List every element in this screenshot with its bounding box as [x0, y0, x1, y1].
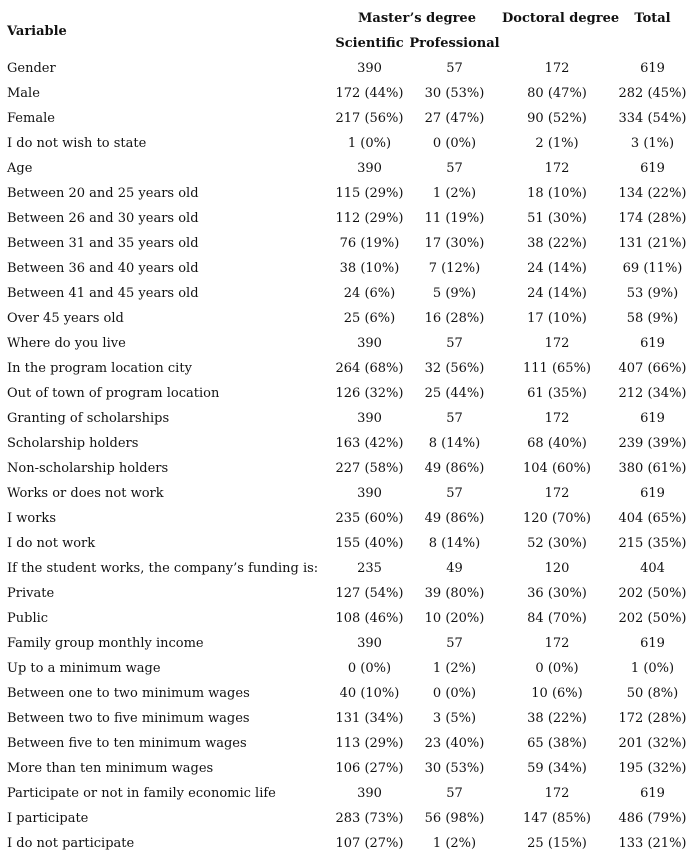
cell-total: 404: [640, 561, 665, 576]
cell-doctoral: 38 (22%): [527, 236, 587, 251]
cell-professional: 0 (0%): [432, 686, 477, 701]
cell-total: 215 (35%): [618, 536, 687, 551]
table-row: [7, 556, 693, 581]
table-row: [7, 581, 693, 606]
cell-variable: Scholarship holders: [7, 436, 139, 451]
cell-professional: 49 (86%): [424, 461, 485, 476]
table-row: [7, 206, 693, 231]
cell-variable: Works or does not work: [7, 486, 164, 501]
cell-variable: Public: [7, 611, 49, 626]
table-row: [7, 331, 693, 356]
table-row: [7, 631, 693, 656]
cell-scientific: 172 (44%): [335, 86, 404, 101]
cell-total: 172 (28%): [618, 711, 687, 726]
cell-total: 134 (22%): [618, 186, 687, 201]
cell-total: 69 (11%): [622, 261, 683, 276]
cell-variable: Between 20 and 25 years old: [7, 186, 199, 201]
table-row: [7, 356, 693, 381]
cell-variable: Where do you live: [7, 336, 126, 351]
header-variable: Variable: [7, 23, 67, 39]
cell-doctoral: 65 (38%): [527, 736, 587, 751]
cell-doctoral: 120 (70%): [523, 511, 591, 526]
cell-professional: 27 (47%): [424, 111, 485, 126]
cell-variable: Age: [7, 161, 33, 176]
cell-total: 282 (45%): [618, 86, 687, 101]
cell-scientific: 127 (54%): [335, 586, 404, 601]
table-row: [7, 56, 693, 81]
cell-variable: Female: [7, 111, 55, 126]
cell-variable: Out of town of program location: [7, 386, 220, 401]
cell-scientific: 264 (68%): [335, 361, 404, 376]
cell-doctoral: 59 (34%): [527, 761, 587, 776]
cell-total: 619: [640, 61, 665, 76]
cell-scientific: 235 (60%): [335, 511, 404, 526]
cell-scientific: 390: [357, 161, 382, 176]
cell-professional: 57: [446, 61, 463, 76]
cell-professional: 10 (20%): [424, 611, 485, 626]
cell-doctoral: 51 (30%): [527, 211, 587, 226]
cell-variable: Up to a minimum wage: [7, 661, 161, 676]
cell-total: 407 (66%): [618, 361, 687, 376]
cell-doctoral: 24 (14%): [527, 261, 587, 276]
cell-variable: In the program location city: [7, 361, 192, 376]
table-row: [7, 781, 693, 806]
cell-scientific: 390: [357, 61, 382, 76]
cell-total: 212 (34%): [618, 386, 687, 401]
cell-scientific: 1 (0%): [347, 136, 392, 151]
header-total: Total: [634, 10, 671, 26]
cell-total: 50 (8%): [626, 686, 679, 701]
cell-professional: 30 (53%): [424, 761, 485, 776]
cell-doctoral: 120: [544, 561, 570, 576]
table-row: [7, 531, 693, 556]
cell-variable: Male: [7, 86, 40, 101]
cell-scientific: 131 (34%): [335, 711, 404, 726]
cell-professional: 8 (14%): [428, 436, 481, 451]
cell-professional: 32 (56%): [424, 361, 485, 376]
cell-professional: 56 (98%): [424, 811, 485, 826]
cell-professional: 16 (28%): [424, 311, 485, 326]
cell-doctoral: 80 (47%): [527, 86, 587, 101]
table-row: [7, 456, 693, 481]
cell-total: 404 (65%): [618, 511, 687, 526]
cell-variable: Private: [7, 586, 55, 601]
table-row: [7, 381, 693, 406]
cell-scientific: 107 (27%): [335, 836, 404, 851]
cell-professional: 39 (80%): [424, 586, 485, 601]
cell-variable: Between 41 and 45 years old: [7, 286, 199, 301]
cell-scientific: 76 (19%): [339, 236, 400, 251]
cell-variable: I participate: [7, 811, 89, 826]
cell-total: 202 (50%): [618, 586, 687, 601]
cell-doctoral: 24 (14%): [527, 286, 587, 301]
header-scientific: Scientific: [335, 35, 404, 51]
cell-total: 195 (32%): [618, 761, 687, 776]
cell-scientific: 390: [357, 636, 382, 651]
cell-total: 334 (54%): [618, 111, 687, 126]
cell-scientific: 235: [357, 561, 382, 576]
cell-total: 486 (79%): [618, 811, 687, 826]
cell-variable: If the student works, the company’s funding is:: [7, 561, 319, 576]
cell-professional: 30 (53%): [424, 86, 485, 101]
cell-variable: Granting of scholarships: [7, 411, 170, 426]
cell-total: 201 (32%): [618, 736, 687, 751]
cell-variable: Participate or not in family economic life: [7, 786, 276, 801]
table-row: [7, 156, 693, 181]
cell-doctoral: 61 (35%): [527, 386, 587, 401]
table-row: [7, 256, 693, 281]
table-row: [7, 106, 693, 131]
cell-total: 619: [640, 786, 665, 801]
cell-variable: Between one to two minimum wages: [7, 686, 250, 701]
cell-scientific: 126 (32%): [335, 386, 404, 401]
cell-variable: I do not work: [7, 536, 96, 551]
table-row: [7, 681, 693, 706]
header-doctoral: Doctoral degree: [502, 10, 620, 26]
cell-professional: 5 (9%): [432, 286, 477, 301]
cell-scientific: 390: [357, 486, 382, 501]
cell-scientific: 390: [357, 411, 382, 426]
cell-doctoral: 68 (40%): [527, 436, 587, 451]
cell-total: 58 (9%): [626, 311, 679, 326]
cell-total: 3 (1%): [630, 136, 675, 151]
table-row: [7, 756, 693, 781]
cell-professional: 57: [446, 411, 463, 426]
cell-scientific: 25 (6%): [343, 311, 396, 326]
cell-scientific: 227 (58%): [335, 461, 404, 476]
cell-professional: 57: [446, 636, 463, 651]
cell-total: 619: [640, 636, 665, 651]
cell-variable: I works: [7, 511, 56, 526]
cell-total: 619: [640, 411, 665, 426]
cell-scientific: 112 (29%): [335, 211, 404, 226]
cell-scientific: 106 (27%): [335, 761, 404, 776]
cell-variable: Family group monthly income: [7, 636, 204, 651]
cell-doctoral: 104 (60%): [523, 461, 591, 476]
cell-doctoral: 172: [544, 636, 570, 651]
cell-total: 1 (0%): [630, 661, 675, 676]
table-row: [7, 706, 693, 731]
cell-professional: 57: [446, 786, 463, 801]
cell-doctoral: 172: [544, 786, 570, 801]
cell-professional: 8 (14%): [428, 536, 481, 551]
cell-variable: I do not participate: [7, 836, 135, 851]
cell-professional: 11 (19%): [424, 211, 485, 226]
cell-doctoral: 90 (52%): [527, 111, 587, 126]
cell-doctoral: 18 (10%): [527, 186, 587, 201]
cell-doctoral: 38 (22%): [527, 711, 587, 726]
header-professional: Professional: [409, 35, 500, 51]
cell-professional: 17 (30%): [424, 236, 485, 251]
cell-doctoral: 172: [544, 161, 570, 176]
cell-variable: Between 36 and 40 years old: [7, 261, 199, 276]
cell-total: 133 (21%): [618, 836, 687, 851]
cell-doctoral: 36 (30%): [527, 586, 587, 601]
cell-total: 174 (28%): [618, 211, 687, 226]
table-row: [7, 606, 693, 631]
cell-total: 202 (50%): [618, 611, 687, 626]
table-row: [7, 131, 693, 156]
cell-total: 619: [640, 336, 665, 351]
cell-total: 131 (21%): [618, 236, 687, 251]
cell-scientific: 155 (40%): [335, 536, 404, 551]
cell-professional: 57: [446, 336, 463, 351]
cell-professional: 57: [446, 161, 463, 176]
cell-variable: Over 45 years old: [7, 311, 124, 326]
cell-scientific: 390: [357, 336, 382, 351]
cell-professional: 23 (40%): [424, 736, 485, 751]
cell-doctoral: 84 (70%): [527, 611, 587, 626]
cell-variable: Between five to ten minimum wages: [7, 736, 247, 751]
cell-professional: 25 (44%): [424, 386, 485, 401]
table-row: [7, 81, 693, 106]
cell-professional: 49 (86%): [424, 511, 485, 526]
data-table: [7, 6, 693, 856]
cell-doctoral: 172: [544, 486, 570, 501]
cell-doctoral: 2 (1%): [535, 136, 579, 151]
cell-total: 619: [640, 486, 665, 501]
cell-scientific: 24 (6%): [343, 286, 396, 301]
cell-scientific: 0 (0%): [347, 661, 392, 676]
table-row: [7, 506, 693, 531]
cell-professional: 3 (5%): [432, 711, 477, 726]
table-body: [7, 56, 693, 856]
cell-variable: I do not wish to state: [7, 136, 147, 151]
table-row: [7, 831, 693, 856]
cell-doctoral: 172: [544, 61, 570, 76]
cell-doctoral: 172: [544, 336, 570, 351]
cell-variable: Between two to five minimum wages: [7, 711, 250, 726]
table-row: [7, 431, 693, 456]
cell-professional: 49: [446, 561, 463, 576]
cell-variable: Gender: [7, 61, 56, 76]
table-row: [7, 481, 693, 506]
cell-scientific: 217 (56%): [335, 111, 404, 126]
cell-professional: 57: [446, 486, 463, 501]
table-header: [7, 6, 693, 56]
cell-total: 239 (39%): [618, 436, 687, 451]
header-masters: Master’s degree: [358, 10, 476, 26]
cell-scientific: 113 (29%): [335, 736, 404, 751]
table-row: [7, 306, 693, 331]
cell-professional: 7 (12%): [428, 261, 481, 276]
cell-total: 380 (61%): [618, 461, 687, 476]
cell-scientific: 40 (10%): [339, 686, 400, 701]
table-row: [7, 731, 693, 756]
cell-professional: 1 (2%): [432, 661, 477, 676]
table-row: [7, 181, 693, 206]
cell-professional: 1 (2%): [432, 186, 477, 201]
table-row: [7, 806, 693, 831]
cell-total: 53 (9%): [626, 286, 679, 301]
cell-scientific: 115 (29%): [335, 186, 404, 201]
table-row: [7, 281, 693, 306]
table-row: [7, 406, 693, 431]
cell-doctoral: 147 (85%): [523, 811, 591, 826]
table-row: [7, 656, 693, 681]
cell-variable: Between 31 and 35 years old: [7, 236, 199, 251]
cell-professional: 1 (2%): [432, 836, 477, 851]
cell-scientific: 283 (73%): [335, 811, 404, 826]
cell-doctoral: 52 (30%): [527, 536, 587, 551]
cell-professional: 0 (0%): [432, 136, 477, 151]
cell-variable: Between 26 and 30 years old: [7, 211, 199, 226]
cell-doctoral: 17 (10%): [527, 311, 587, 326]
cell-doctoral: 172: [544, 411, 570, 426]
cell-scientific: 163 (42%): [335, 436, 404, 451]
cell-doctoral: 25 (15%): [527, 836, 587, 851]
cell-scientific: 108 (46%): [335, 611, 404, 626]
cell-variable: More than ten minimum wages: [7, 761, 214, 776]
cell-scientific: 38 (10%): [339, 261, 400, 276]
cell-doctoral: 10 (6%): [531, 686, 583, 701]
cell-doctoral: 0 (0%): [535, 661, 579, 676]
cell-scientific: 390: [357, 786, 382, 801]
cell-variable: Non-scholarship holders: [7, 461, 169, 476]
cell-total: 619: [640, 161, 665, 176]
cell-doctoral: 111 (65%): [523, 361, 591, 376]
table-row: [7, 231, 693, 256]
